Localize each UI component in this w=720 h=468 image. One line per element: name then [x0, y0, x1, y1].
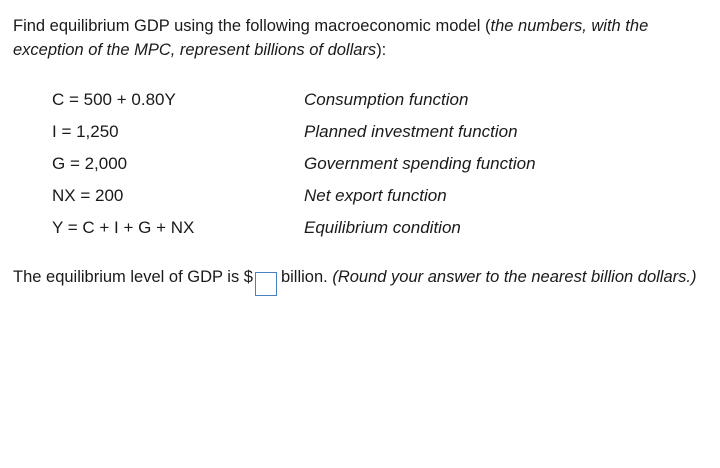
equation-description: Government spending function [304, 154, 536, 173]
answer-unit: billion. [280, 268, 328, 286]
equation-description: Net export function [304, 186, 447, 205]
model-row-equilibrium [52, 212, 692, 244]
rounding-note: (Round your answer to the nearest billion dollars.) [332, 268, 697, 286]
equation: NX = 200 [52, 186, 124, 205]
question-intro-italic: the numbers, with the exception of the MPC, represent billions of dollars [13, 17, 649, 59]
model-row-government [52, 148, 692, 180]
model-row-consumption [52, 84, 692, 116]
question-text [13, 14, 703, 62]
equation: I = 1,250 [52, 122, 119, 141]
model-row-investment [52, 116, 692, 148]
answer-prompt: The equilibrium level of GDP is $ [13, 268, 253, 286]
equation-description: Consumption function [304, 90, 469, 109]
model-row-net-export [52, 180, 692, 212]
gdp-answer-input[interactable] [255, 272, 277, 296]
equation: G = 2,000 [52, 154, 128, 173]
question-intro: Find equilibrium GDP using the following macroeconomic model ( [13, 17, 491, 35]
equation-description: Planned investment function [304, 122, 518, 141]
equation-description: Equilibrium condition [304, 218, 461, 237]
equation: Y = C + I + G + NX [52, 218, 195, 237]
question-intro-close: ): [376, 41, 387, 59]
model-table [52, 84, 692, 244]
equation: C = 500 + 0.80Y [52, 90, 176, 109]
answer-section [13, 264, 703, 296]
